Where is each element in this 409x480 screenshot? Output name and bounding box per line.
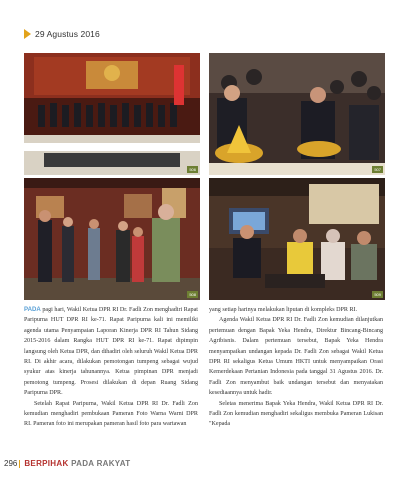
article-paragraph: Setelah Rapat Paripurna, Wakil Ketua DPR RI Dr. Fadli Zon kemudian menghadiri pembukaan Pameran Foto Warna Warni DPR RI. Pameran foto ini merupakan pameran hasil foto para wartawan [24, 400, 198, 428]
photo-exhibition [24, 178, 200, 300]
photo-tag: 507 [374, 167, 381, 172]
photo-tag: 509 [374, 292, 381, 297]
brand-main: BERPIHAK [24, 459, 72, 468]
article-paragraph [24, 305, 198, 399]
article-column-2 [209, 305, 383, 430]
photo-meeting [209, 178, 385, 300]
article-paragraph: Seletas menerima Bapak Yeka Hendra, Wakil Ketua DPR RI Dr. Fadli Zon kemudian menghadiri sekaligus membuka Pameran Lukisan "Kepada [209, 400, 383, 428]
footer-brand [24, 459, 130, 468]
triangle-marker-icon [24, 29, 31, 39]
article-column-1 [24, 305, 198, 430]
page-header [24, 27, 100, 41]
article-paragraph: Agenda Wakil Ketua DPR RI Dr. Fadli Zon kemudian dilanjutkan pertemuan dengan Bapak Yeka Hendra, Direktur Bincang-Bincang Agribisnis. Dalam pertemuan tersebut, Bapak Yeka Hendra menyampaikan undangan kepada Dr. Fadli Zon sebagai Wakil Ketua DPR RI sekaligus Ketua Umum HKTI untuk menyampaikan Orasi Kemerdekaan Pertanian Indonesia pada tanggal 31 Agustus 2016. Dr. Fadli Zon menyambut baik undangan tersebut dan menyatakan kesediaannya untuk hadir. [209, 317, 383, 397]
photo-tag: 508 [189, 292, 196, 297]
page-number: 296 [4, 459, 18, 468]
page-date: 29 Agustus 2016 [35, 29, 100, 39]
page-footer [4, 459, 130, 468]
brand-sub: PADA RAKYAT [71, 459, 131, 468]
footer-divider [19, 460, 20, 468]
photo-ceremony [209, 53, 385, 175]
article-paragraph: yang setiap harinya melakukan liputan di kompleks DPR RI. [209, 307, 358, 313]
lead-word: PADA [24, 306, 41, 313]
photo-tag: 506 [189, 167, 196, 172]
paragraph-text: pagi hari, Wakil Ketua DPR RI Dr. Fadli Zon menghadiri Rapat Paripurna HUT DPR RI ke-71. Rapat Paripurna kali ini memiliki agenda utama Penyampaian Laporan Kinerja DPR RI Tahun Sidang 2015-2016 dalam Rangka HUT DPR RI ke-71. Rapat dipimpin langsung oleh Ketua DPR, dan dihadiri oleh seluruh Wakil Ketua DPR RI. Di akhir acara, dilakukan pemotongan tumpeng sebagai wujud syukur atas kinerja tahunannya. Ketua pimpinan DPR menjadi pemotong tumpeng. Prosesi dilakukan di depan Ruang Sidang Paripurna DPR. [24, 307, 198, 397]
photo-plenary [24, 53, 200, 175]
